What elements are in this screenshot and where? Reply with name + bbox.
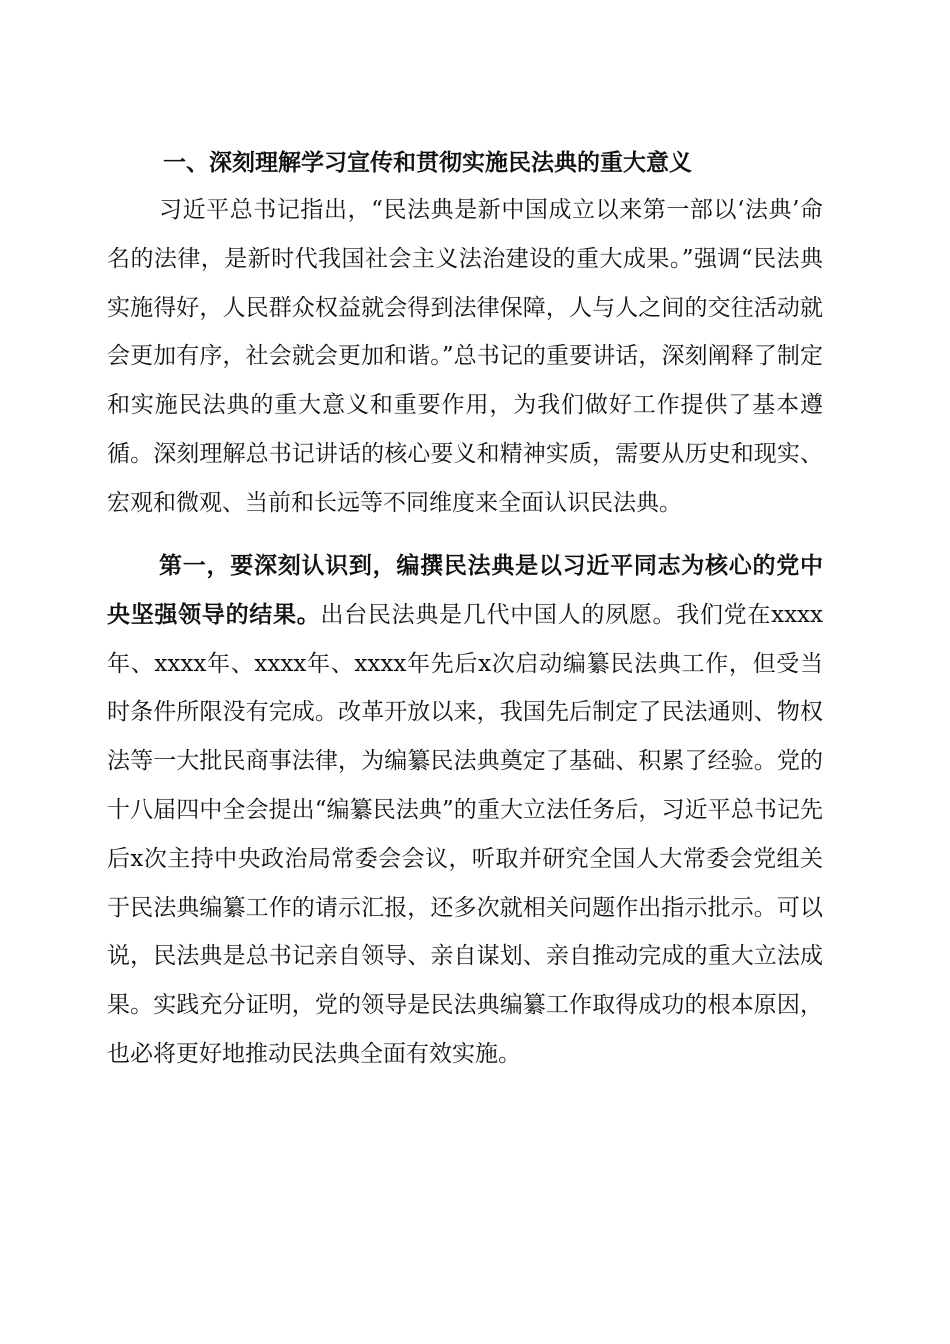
paragraph-2	[107, 542, 823, 1079]
paragraph-1	[107, 186, 823, 528]
paragraph-1-text: 习近平总书记指出，“民法典是新中国成立以来第一部以‘法典’命名的法律，是新时代我国社会主义法治建设的重大成果。”强调“民法典实施得好，人民群众权益就会得到法律保障，人与人之间的交往活动就会更加有序，社会就会更加和谐。”总书记的重要讲话，深刻阐释了制定和实施民法典的重大意义和重要作用，为我们做好工作提供了基本遵循。深刻理解总书记讲话的核心要义和精神实质，需要从历史和现实、宏观和微观、当前和长远等不同维度来全面认识民法典。	[107, 197, 823, 516]
paragraph-2-text: 出台民法典是几代中国人的夙愿。我们党在xxxx年、xxxx年、xxxx年、xxxx年先后x次启动编纂民法典工作，但受当时条件所限没有完成。改革开放以来，我国先后制定了民法通则、物权法等一大批民商事法律，为编纂民法典奠定了基础、积累了经验。党的十八届四中全会提出“编纂民法典”的重大立法任务后，习近平总书记先后x次主持中央政治局常委会会议，听取并研究全国人大常委会党组关于民法典编纂工作的请示汇报，还多次就相关问题作出指示批示。可以说，民法典是总书记亲自领导、亲自谋划、亲自推动完成的重大立法成果。实践充分证明，党的领导是民法典编纂工作取得成功的根本原因，也必将更好地推动民法典全面有效实施。	[107, 601, 823, 1067]
section-heading: 一、深刻理解学习宣传和贯彻实施民法典的重大意义	[163, 150, 692, 176]
paragraph-2-lead: 第一，要深刻认识到，编撰民法典是以习近平同志为核心的党中央坚强领导的结果。	[107, 552, 823, 628]
